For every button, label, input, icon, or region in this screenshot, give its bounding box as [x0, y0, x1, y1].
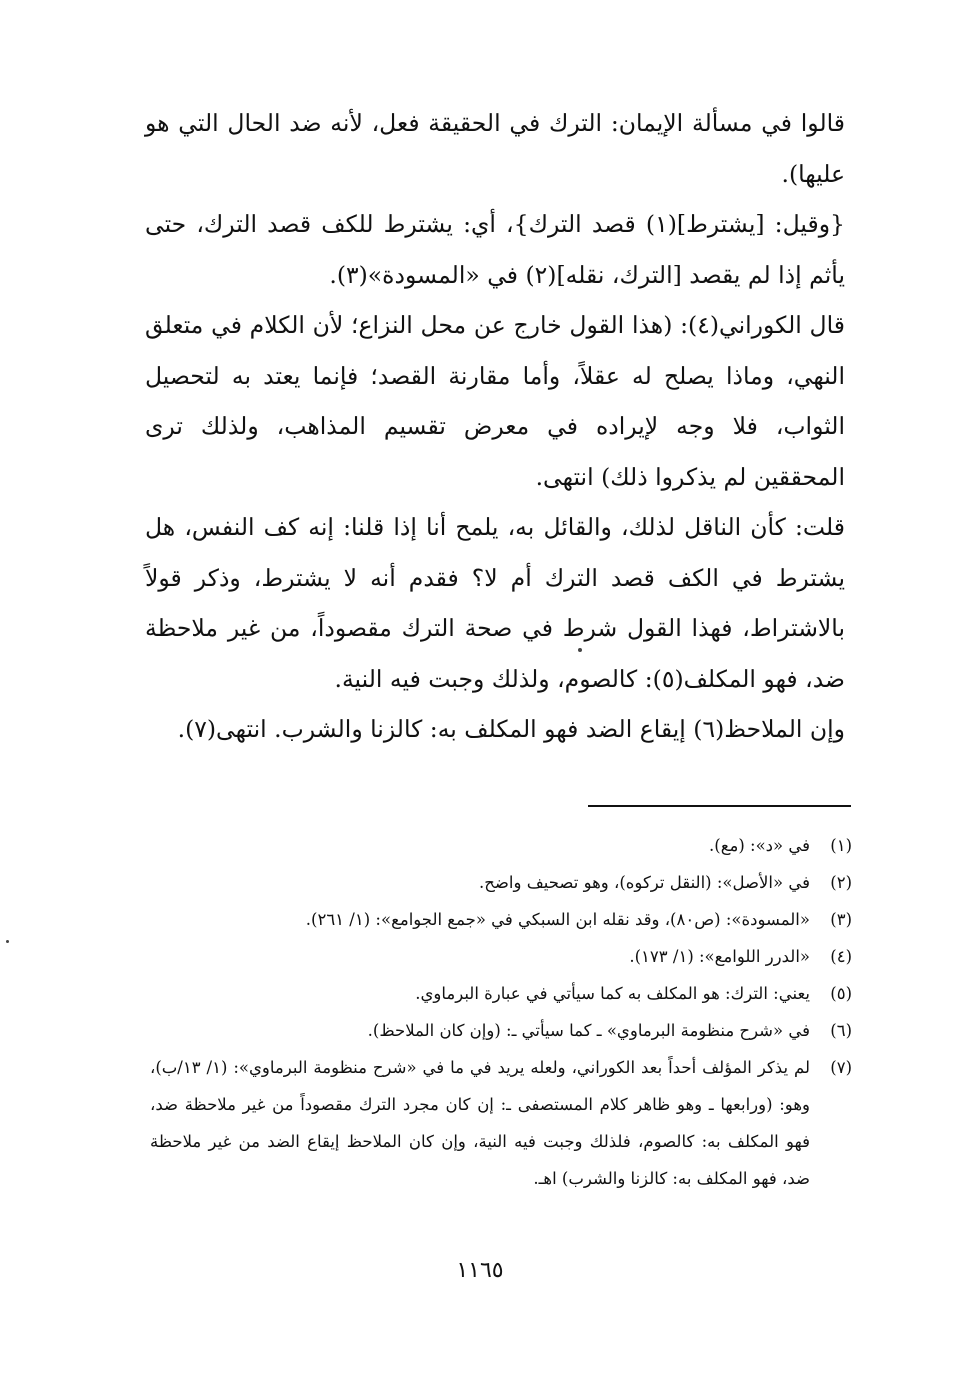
footnote-number: (٣): [830, 910, 852, 929]
footnote-text: يعني: الترك: هو المكلف به كما سيأتي في عبارة البرماوي.: [415, 984, 810, 1003]
footnote-text: في «الأصل»: (النقل تركوه)، وهو تصحيف واضح.: [479, 873, 810, 892]
footnote-number: (٥): [830, 984, 852, 1003]
footnote-number: (٢): [830, 873, 852, 892]
paragraph-5: وإن الملاحظ(٦) إيقاع الضد فهو المكلف به: كالزنا والشرب. انتهى(٧).: [177, 715, 845, 743]
footnote-item: [150, 901, 852, 938]
scan-speck: [578, 648, 582, 652]
footnote-text: في «شرح منظومة البرماوي» ـ كما سيأتي ـ: (وإن كان الملاحظ).: [367, 1021, 810, 1040]
footnote-number: (١): [830, 836, 852, 855]
footnote-text: «الدرر اللوامع»: (١/ ١٧٣).: [629, 947, 810, 966]
footnote-number: (٤): [830, 947, 852, 966]
footnote-item: [150, 938, 852, 975]
footnote-number: (٧): [830, 1058, 852, 1077]
footnote-separator: [588, 805, 851, 807]
main-text-block: [145, 98, 845, 755]
scan-speck: [6, 940, 9, 943]
paragraph-1: قالوا في مسألة الإيمان: الترك في الحقيقة فعل، لأنه ضد الحال التي هو عليها).: [145, 109, 845, 188]
footnote-item: [150, 864, 852, 901]
footnotes-block: [150, 827, 852, 1197]
page-number: ١١٦٥: [456, 1258, 504, 1283]
footnote-item: [150, 1049, 852, 1197]
footnote-item: [150, 975, 852, 1012]
paragraph-2: {وقيل: [يشترط](١) قصد الترك}، أي: يشترط للكف قصد الترك، حتى يأثم إذا لم يقصد [الترك، نقله](٢) في «المسودة»(٣).: [145, 210, 846, 289]
footnote-number: (٦): [830, 1021, 852, 1040]
footnote-item: [150, 827, 852, 864]
footnote-text: «المسودة»: (ص٨٠)، وقد نقله ابن السبكي في «جمع الجوامع»: (١/ ٢٦١).: [305, 910, 810, 929]
footnote-item: [150, 1012, 852, 1049]
paragraph-4: قلت: كأن الناقل لذلك، والقائل به، يلمح أنا إذا قلنا: إنه كف النفس، هل يشترط في الكف قصد الترك أم لا؟ فقدم أنه لا يشترط، وذكر قولاً بالاشتراط، فهذا القول شرط في صحة الترك مقصوداً، من غير ملاحظة ضد، فهو المكلف(٥): كالصوم، ولذلك وجبت فيه النية.: [145, 513, 845, 693]
footnote-text: في «د»: (مع).: [709, 836, 810, 855]
paragraph-3: قال الكوراني(٤): (هذا القول خارج عن محل النزاع؛ لأن الكلام في متعلق النهي، وماذا يصلح له عقلاً، وأما مقارنة القصد؛ فإنما يعتد به لتحصيل الثواب، فلا وجه لإيراده في معرض تقسيم المذاهب، ولذلك ترى المحققين لم يذكروا ذلك) انتهى.: [145, 311, 845, 491]
footnote-text: لم يذكر المؤلف أحداً بعد الكوراني، ولعله يريد في ما في «شرح منظومة البرماوي»: (١/ ١٣/ب)، وهو: (ورابعها ـ وهو ظاهر كلام المستصفى ـ: إن كان مجرد الترك مقصوداً من غير ملاحظة ضد، فهو المكلف به: كالصوم، فلذلك وجبت فيه النية، وإن كان الملاحظ إيقاع الضد من غير ملاحظة ضد، فهو المكلف به: كالزنا والشرب) اهـ.: [150, 1058, 810, 1188]
